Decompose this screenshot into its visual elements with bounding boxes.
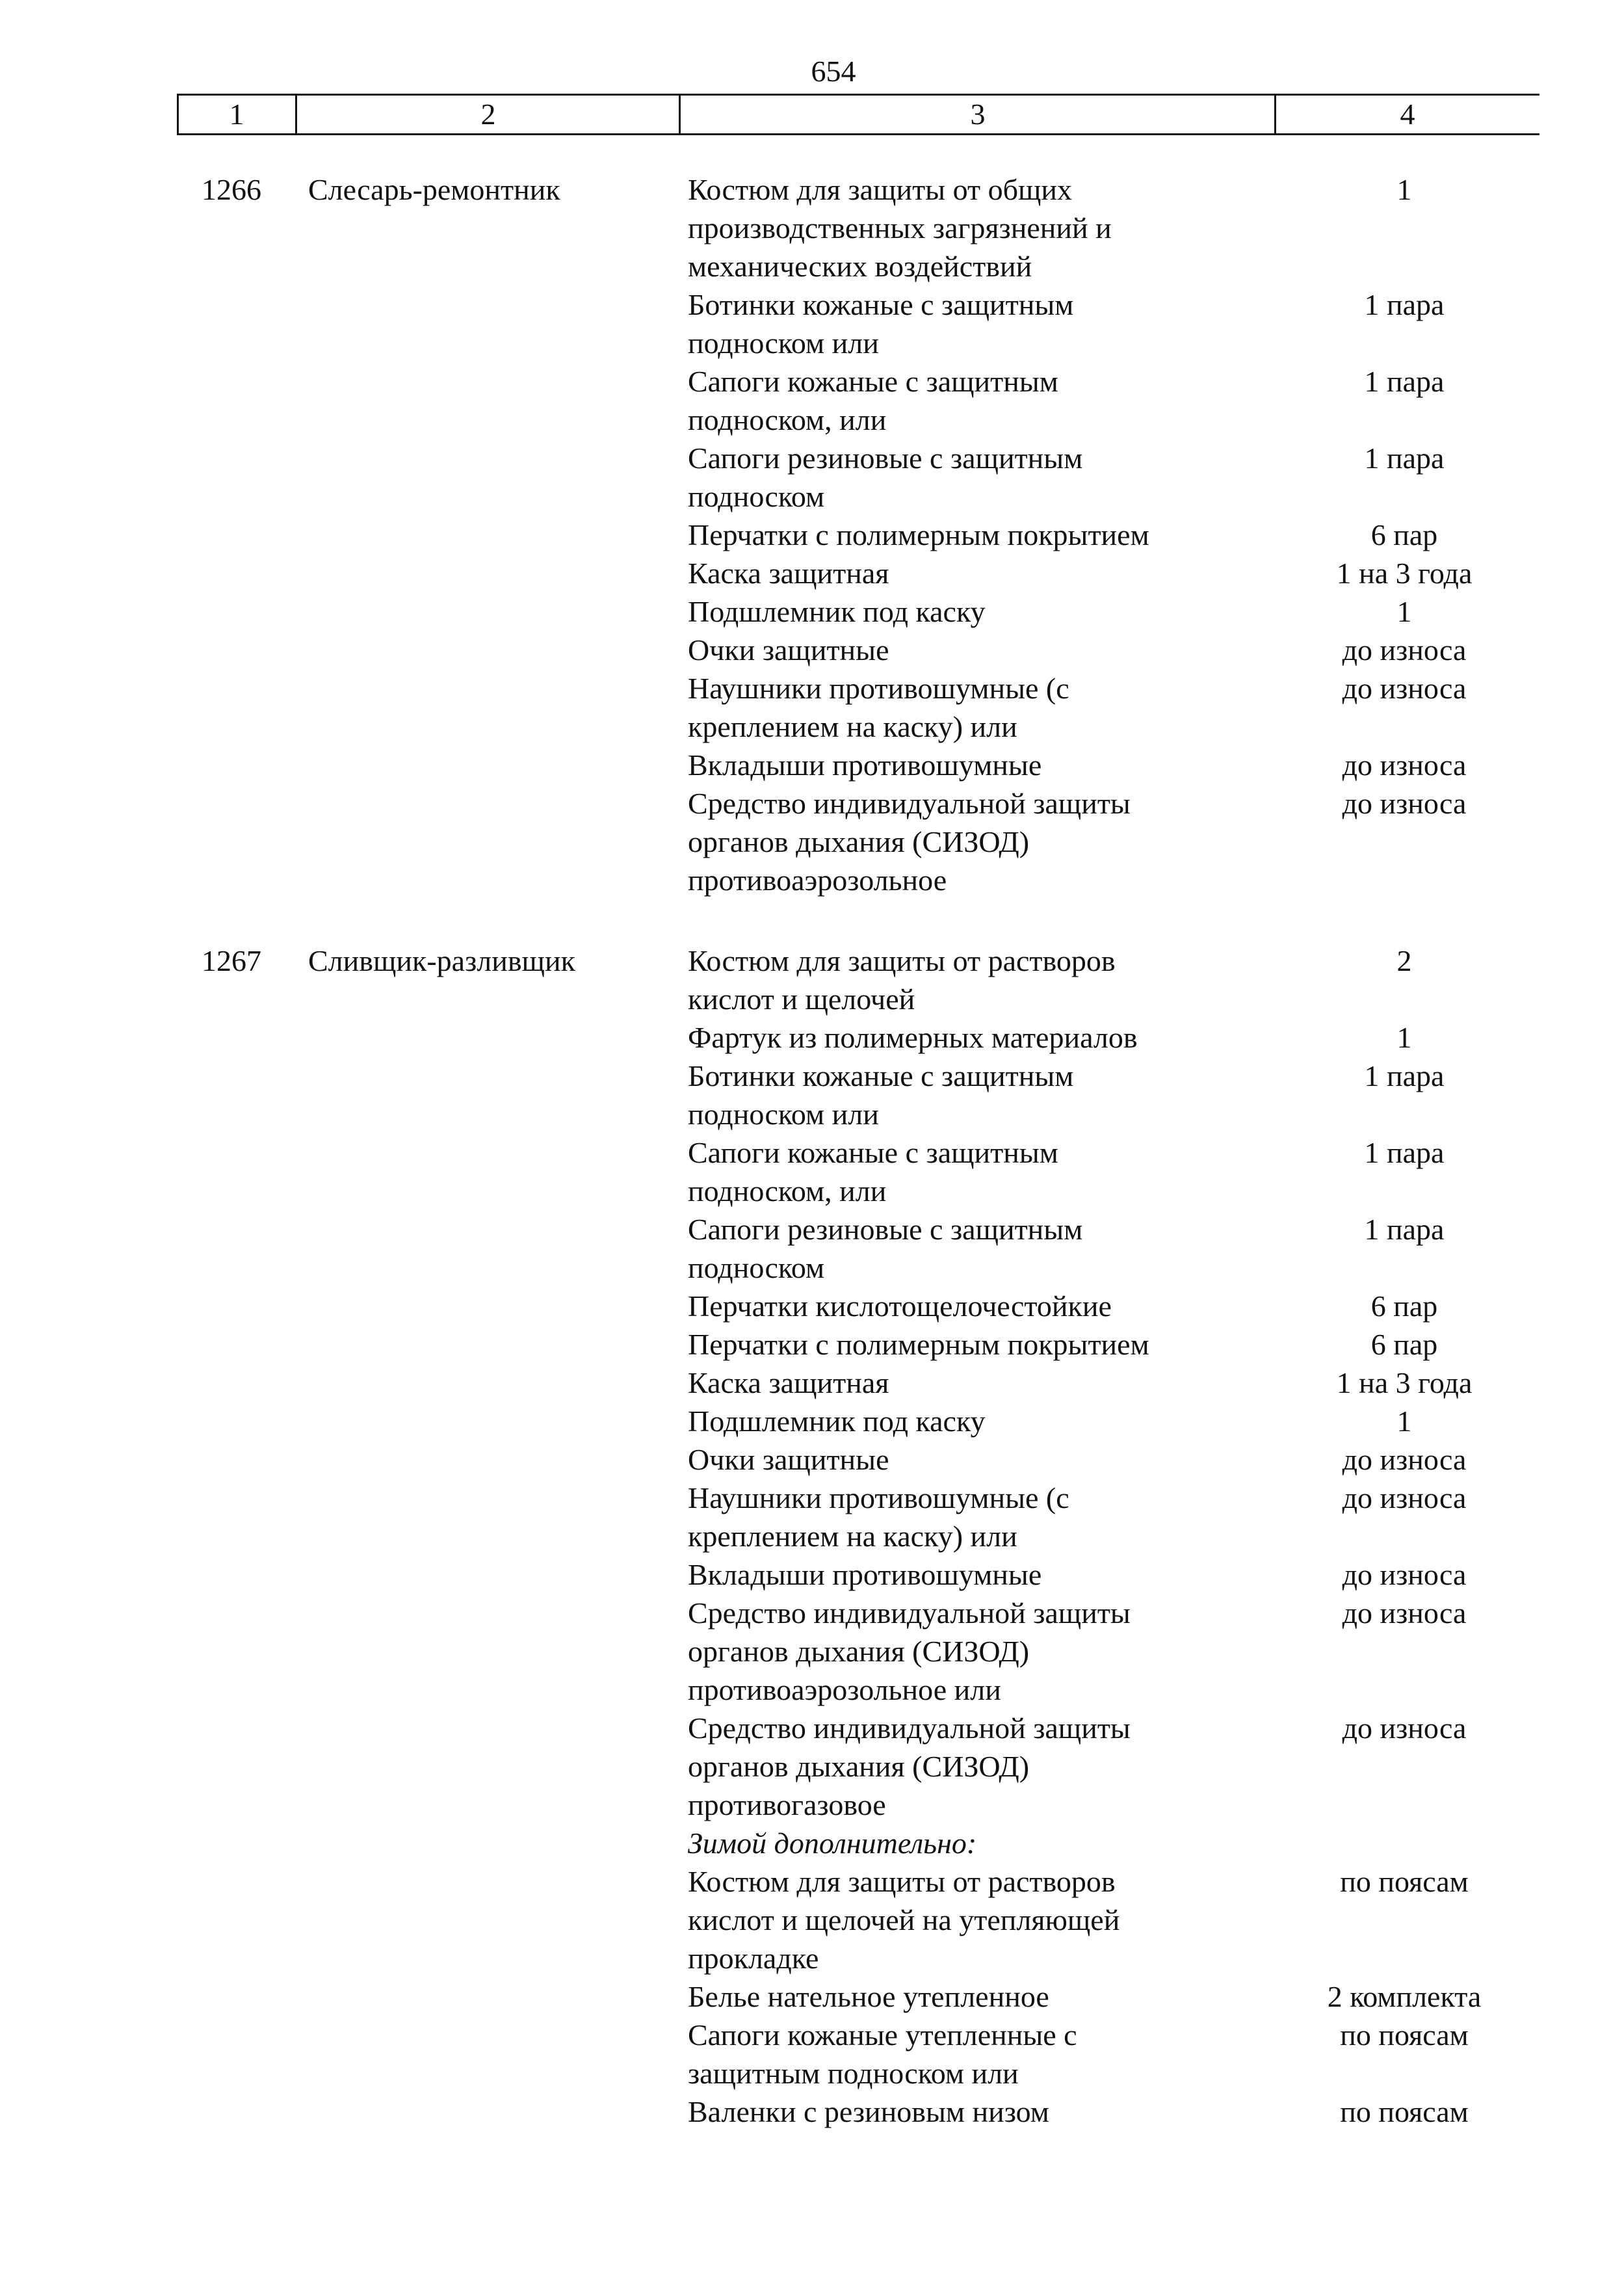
item-norm: до износа — [1342, 1481, 1467, 1514]
item-line: Очки защитные — [688, 1443, 889, 1476]
item-line: органов дыхания (СИЗОД) — [688, 1750, 1030, 1783]
item-norm: 1 пара — [1364, 365, 1445, 398]
item-line: защитным подноском или — [688, 2057, 1019, 2090]
item-norm: 1 — [1396, 1405, 1412, 1438]
item-line: Перчатки с полимерным покрытием — [688, 1328, 1149, 1361]
item-line: противоаэрозольное или — [688, 1673, 1001, 1706]
item-norm: 1 пара — [1364, 1136, 1445, 1169]
item-line: Средство индивидуальной защиты — [688, 1596, 1131, 1630]
item-norm: по поясам — [1340, 2095, 1469, 2128]
item-line: подноском, или — [688, 1174, 887, 1207]
table-divider-1 — [295, 94, 297, 133]
item-norm: 1 на 3 года — [1336, 1366, 1473, 1399]
item-line: Сапоги кожаные утепленные с — [688, 2018, 1077, 2052]
item-norm: до износа — [1342, 787, 1467, 820]
item-line: Подшлемник под каску — [688, 1405, 986, 1438]
item-norm: 1 пара — [1364, 288, 1445, 321]
item-norm: 1 — [1396, 595, 1412, 628]
profession-name: Слесарь-ремонтник — [308, 173, 560, 206]
table-border-left — [177, 94, 179, 133]
header-col-1: 1 — [229, 98, 244, 131]
item-line: подноском или — [688, 1098, 879, 1131]
item-line: Костюм для защиты от растворов — [688, 1865, 1116, 1898]
item-line: Средство индивидуальной защиты — [688, 1711, 1131, 1745]
item-norm: до износа — [1342, 1711, 1467, 1745]
item-norm: до износа — [1342, 633, 1467, 666]
item-norm: до износа — [1342, 1443, 1467, 1476]
item-line: органов дыхания (СИЗОД) — [688, 825, 1030, 858]
item-line: креплением на каску) или — [688, 710, 1017, 743]
item-line: Ботинки кожаные с защитным — [688, 1059, 1074, 1092]
item-line: Сапоги кожаные с защитным — [688, 365, 1058, 398]
header-col-4: 4 — [1400, 98, 1415, 131]
profession-name: Сливщик-разливщик — [308, 944, 575, 977]
item-line: органов дыхания (СИЗОД) — [688, 1635, 1030, 1668]
item-norm: 1 пара — [1364, 1213, 1445, 1246]
item-line: Вкладыши противошумные — [688, 1558, 1042, 1591]
item-norm: по поясам — [1340, 1865, 1469, 1898]
item-line: Фартук из полимерных материалов — [688, 1021, 1138, 1054]
table-header — [177, 94, 1539, 135]
item-line: подноском, или — [688, 403, 887, 436]
item-norm: 6 пар — [1370, 1328, 1438, 1361]
item-line: производственных загрязнений и — [688, 211, 1112, 244]
item-line: креплением на каску) или — [688, 1520, 1017, 1553]
item-line: прокладке — [688, 1942, 819, 1975]
item-line: противогазовое — [688, 1788, 886, 1821]
item-line: Перчатки кислотощелочестойкие — [688, 1289, 1112, 1323]
item-line: Каска защитная — [688, 1366, 889, 1399]
item-line: подноском или — [688, 326, 879, 360]
item-norm: 1 — [1396, 173, 1412, 206]
page-number: 654 — [811, 55, 856, 88]
item-line: Вкладыши противошумные — [688, 748, 1042, 782]
item-line: подноском — [688, 1251, 825, 1284]
item-line: Сапоги кожаные с защитным — [688, 1136, 1058, 1169]
header-col-2: 2 — [480, 98, 496, 131]
item-line: Белье нательное утепленное — [688, 1980, 1049, 2013]
item-norm: 2 комплекта — [1327, 1980, 1482, 2013]
item-line: механических воздействий — [688, 250, 1032, 283]
entry-number: 1266 — [202, 173, 261, 206]
item-line: Наушники противошумные (с — [688, 672, 1069, 705]
table-divider-3 — [1274, 94, 1276, 133]
item-line: Ботинки кожаные с защитным — [688, 288, 1074, 321]
item-line: противоаэрозольное — [688, 864, 947, 897]
header-col-3: 3 — [970, 98, 986, 131]
item-line: Валенки с резиновым низом — [688, 2095, 1049, 2128]
item-norm: до износа — [1342, 1596, 1467, 1630]
item-line: Каска защитная — [688, 557, 889, 590]
item-line: кислот и щелочей — [688, 983, 915, 1016]
item-norm: 1 пара — [1364, 442, 1445, 475]
item-line: Костюм для защиты от общих — [688, 173, 1073, 206]
item-line: Наушники противошумные (с — [688, 1481, 1069, 1514]
item-norm: до износа — [1342, 748, 1467, 782]
entry-number: 1267 — [202, 944, 261, 977]
item-norm: по поясам — [1340, 2018, 1469, 2052]
item-norm: 1 — [1396, 1021, 1412, 1054]
item-norm: 6 пар — [1370, 1289, 1438, 1323]
item-norm: до износа — [1342, 1558, 1467, 1591]
item-line: Зимой дополнительно: — [688, 1827, 977, 1860]
item-line: Сапоги резиновые с защитным — [688, 442, 1083, 475]
table-divider-2 — [679, 94, 681, 133]
item-line: Сапоги резиновые с защитным — [688, 1213, 1083, 1246]
item-line: Перчатки с полимерным покрытием — [688, 518, 1149, 551]
item-line: Очки защитные — [688, 633, 889, 666]
item-line: Костюм для защиты от растворов — [688, 944, 1116, 977]
item-norm: 2 — [1396, 944, 1412, 977]
item-line: Средство индивидуальной защиты — [688, 787, 1131, 820]
item-norm: 1 пара — [1364, 1059, 1445, 1092]
item-line: Подшлемник под каску — [688, 595, 986, 628]
item-norm: 6 пар — [1370, 518, 1438, 551]
item-line: подноском — [688, 480, 825, 513]
item-norm: до износа — [1342, 672, 1467, 705]
item-norm: 1 на 3 года — [1336, 557, 1473, 590]
item-line: кислот и щелочей на утепляющей — [688, 1903, 1120, 1936]
